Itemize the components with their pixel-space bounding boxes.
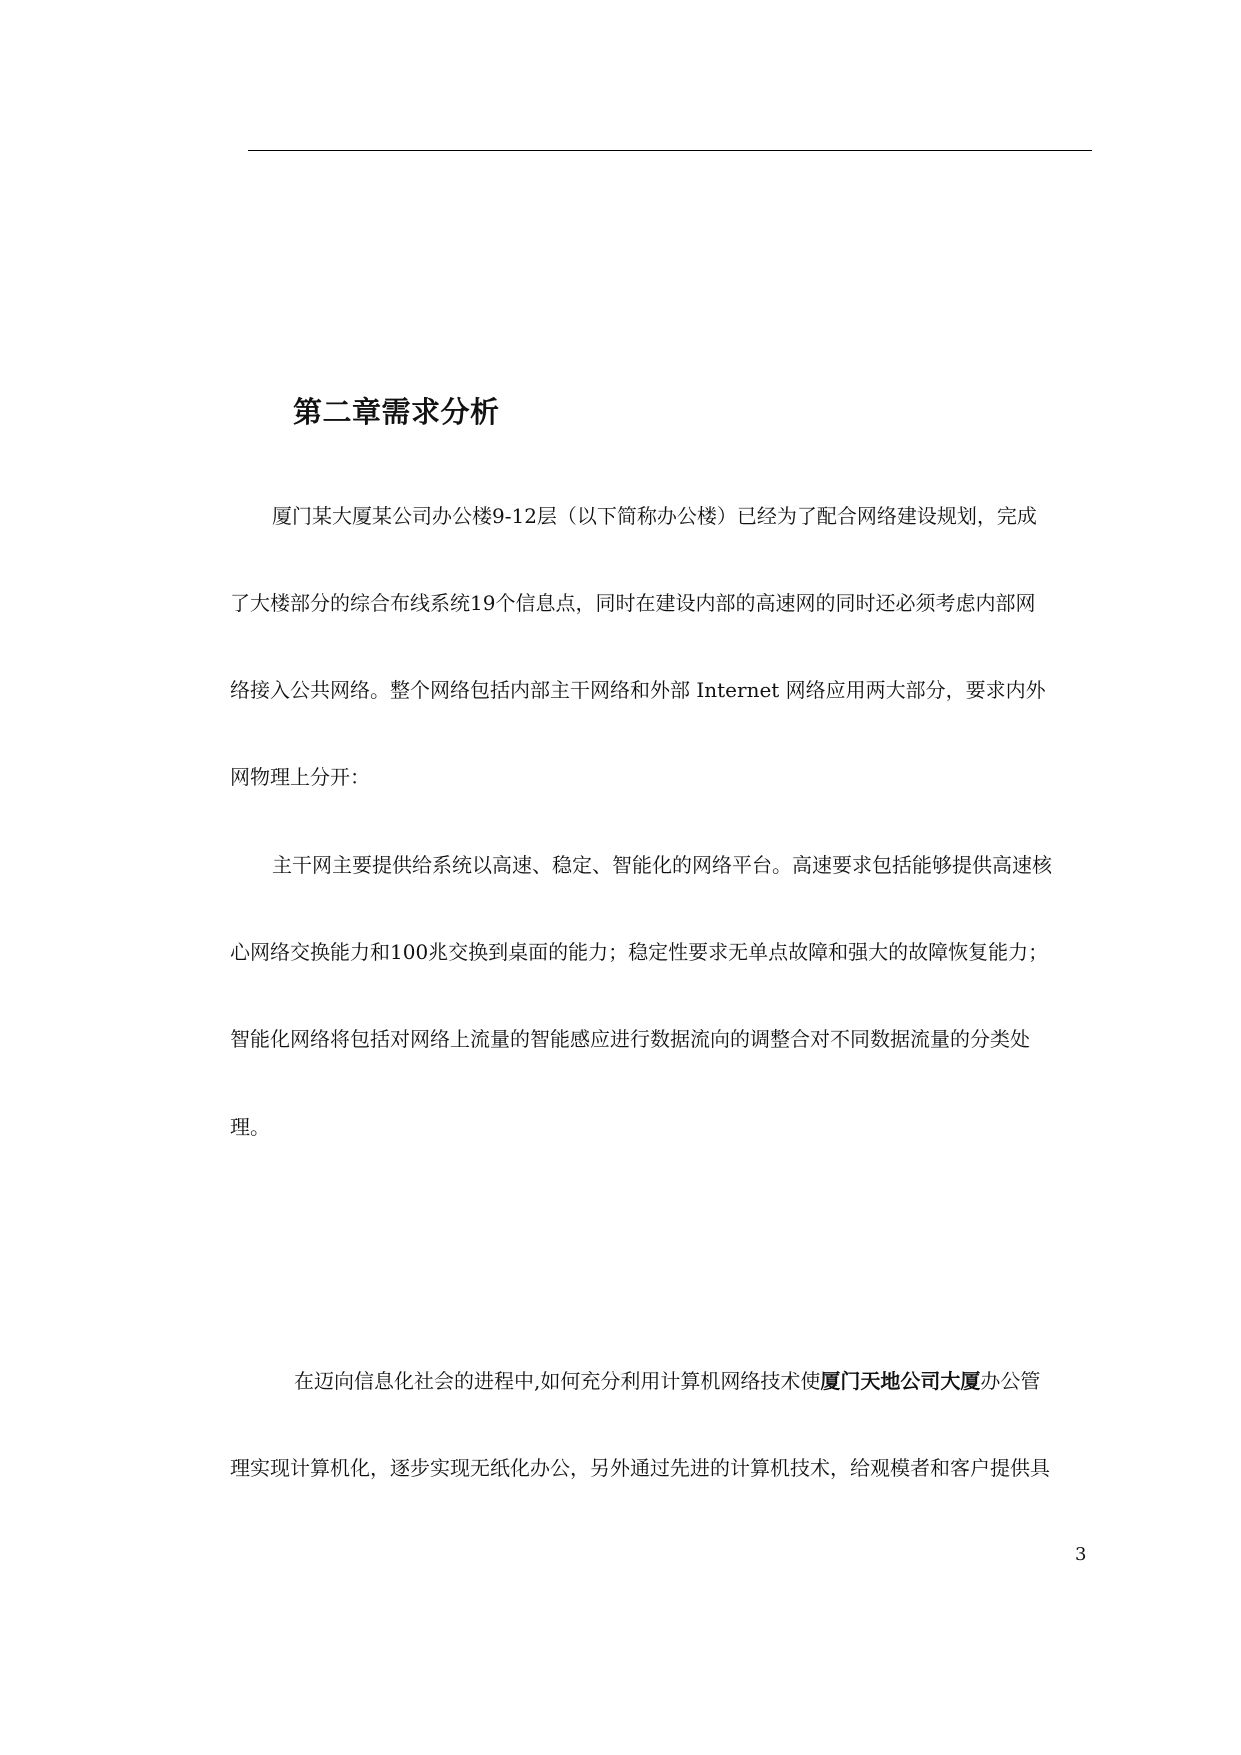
paragraph-1-line-2: 了大楼部分的综合布线系统19个信息点，同时在建设内部的高速网的同时还必须考虑内部网 [230, 591, 1036, 615]
paragraph-3-line-1 [294, 1367, 1040, 1395]
paragraph-1-line-1: 厦门某大厦某公司办公楼9-12层（以下简称办公楼）已经为了配合网络建设规划，完成 [272, 504, 1037, 528]
page-number: 3 [1075, 1544, 1087, 1565]
paragraph-1-line-3: 络接入公共网络。整个网络包括内部主干网络和外部 Internet 网络应用两大部分，要求内外 [230, 678, 1046, 702]
paragraph-2-line-3: 智能化网络将包括对网络上流量的智能感应进行数据流向的调整合对不同数据流量的分类处 [230, 1027, 1030, 1051]
paragraph-3-line-2: 理实现计算机化，逐步实现无纸化办公，另外通过先进的计算机技术，给观模者和客户提供具 [230, 1456, 1050, 1480]
paragraph-2-line-1: 主干网主要提供给系统以高速、稳定、智能化的网络平台。高速要求包括能够提供高速核 [272, 853, 1052, 877]
paragraph-2-line-4: 理。 [230, 1115, 270, 1139]
paragraph-1-line-4: 网物理上分开： [230, 765, 370, 789]
chapter-title: 第二章需求分析 [293, 395, 500, 429]
company-name-bold: 厦门天地公司大厦 [820, 1369, 981, 1393]
paragraph-3-line-1-text-before: 在迈向信息化社会的进程中,如何充分利用计算机网络技术使 [294, 1369, 821, 1393]
paragraph-3-line-1-text-after: 办公管 [980, 1369, 1041, 1393]
header-rule [248, 150, 1092, 151]
paragraph-2-line-2: 心网络交换能力和100兆交换到桌面的能力；稳定性要求无单点故障和强大的故障恢复能力； [230, 940, 1049, 964]
